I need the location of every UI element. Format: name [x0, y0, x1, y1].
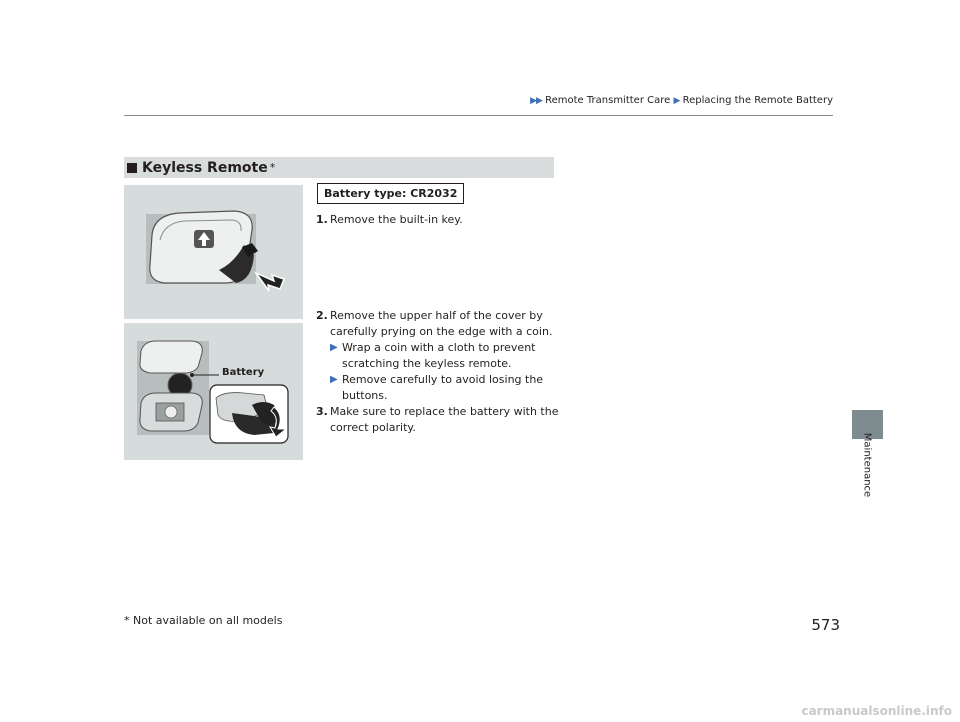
step-text: Remove the upper half of the cover by carefully prying on the edge with a coin.	[330, 309, 553, 338]
step-number: 2.	[316, 309, 328, 322]
chapter-label: Maintenance	[861, 432, 873, 498]
arrow-right-icon: ▶	[330, 342, 338, 353]
watermark: carmanualsonline.info	[801, 704, 952, 718]
note-1	[330, 340, 566, 372]
step-text: Make sure to replace the battery with the correct polarity.	[330, 405, 559, 434]
figure-battery	[124, 323, 303, 460]
footnote: * Not available on all models	[124, 614, 283, 627]
triangle-right-icon: ▶▶	[530, 96, 542, 106]
figure-remove-key	[124, 185, 303, 319]
step-1	[316, 212, 566, 228]
instruction-list	[316, 212, 566, 436]
step-number: 1.	[316, 213, 328, 226]
note-text: Wrap a coin with a cloth to prevent scratching the keyless remote.	[342, 341, 536, 370]
note-text: Remove carefully to avoid losing the buttons.	[342, 373, 544, 402]
section-title: Keyless Remote	[142, 159, 268, 176]
note-2	[330, 372, 566, 404]
step-2	[316, 308, 566, 340]
step-3	[316, 404, 566, 436]
asterisk-mark: *	[269, 161, 276, 174]
battery-type-box: Battery type: CR2032	[317, 183, 464, 204]
header-divider	[124, 115, 833, 116]
page-number: 573	[811, 616, 840, 634]
breadcrumb	[513, 95, 833, 106]
breadcrumb-part-1[interactable]: Remote Transmitter Care	[545, 95, 671, 106]
battery-callout-label: Battery	[222, 367, 265, 378]
triangle-right-icon: ▶	[673, 96, 680, 106]
key-fob-illustration	[124, 185, 303, 319]
step-text: Remove the built-in key.	[330, 213, 463, 226]
arrow-right-icon: ▶	[330, 374, 338, 385]
section-header	[124, 157, 554, 178]
square-bullet-icon	[127, 163, 137, 173]
step-number: 3.	[316, 405, 328, 418]
breadcrumb-part-2[interactable]: Replacing the Remote Battery	[682, 95, 833, 106]
open-remote-illustration	[124, 323, 303, 460]
